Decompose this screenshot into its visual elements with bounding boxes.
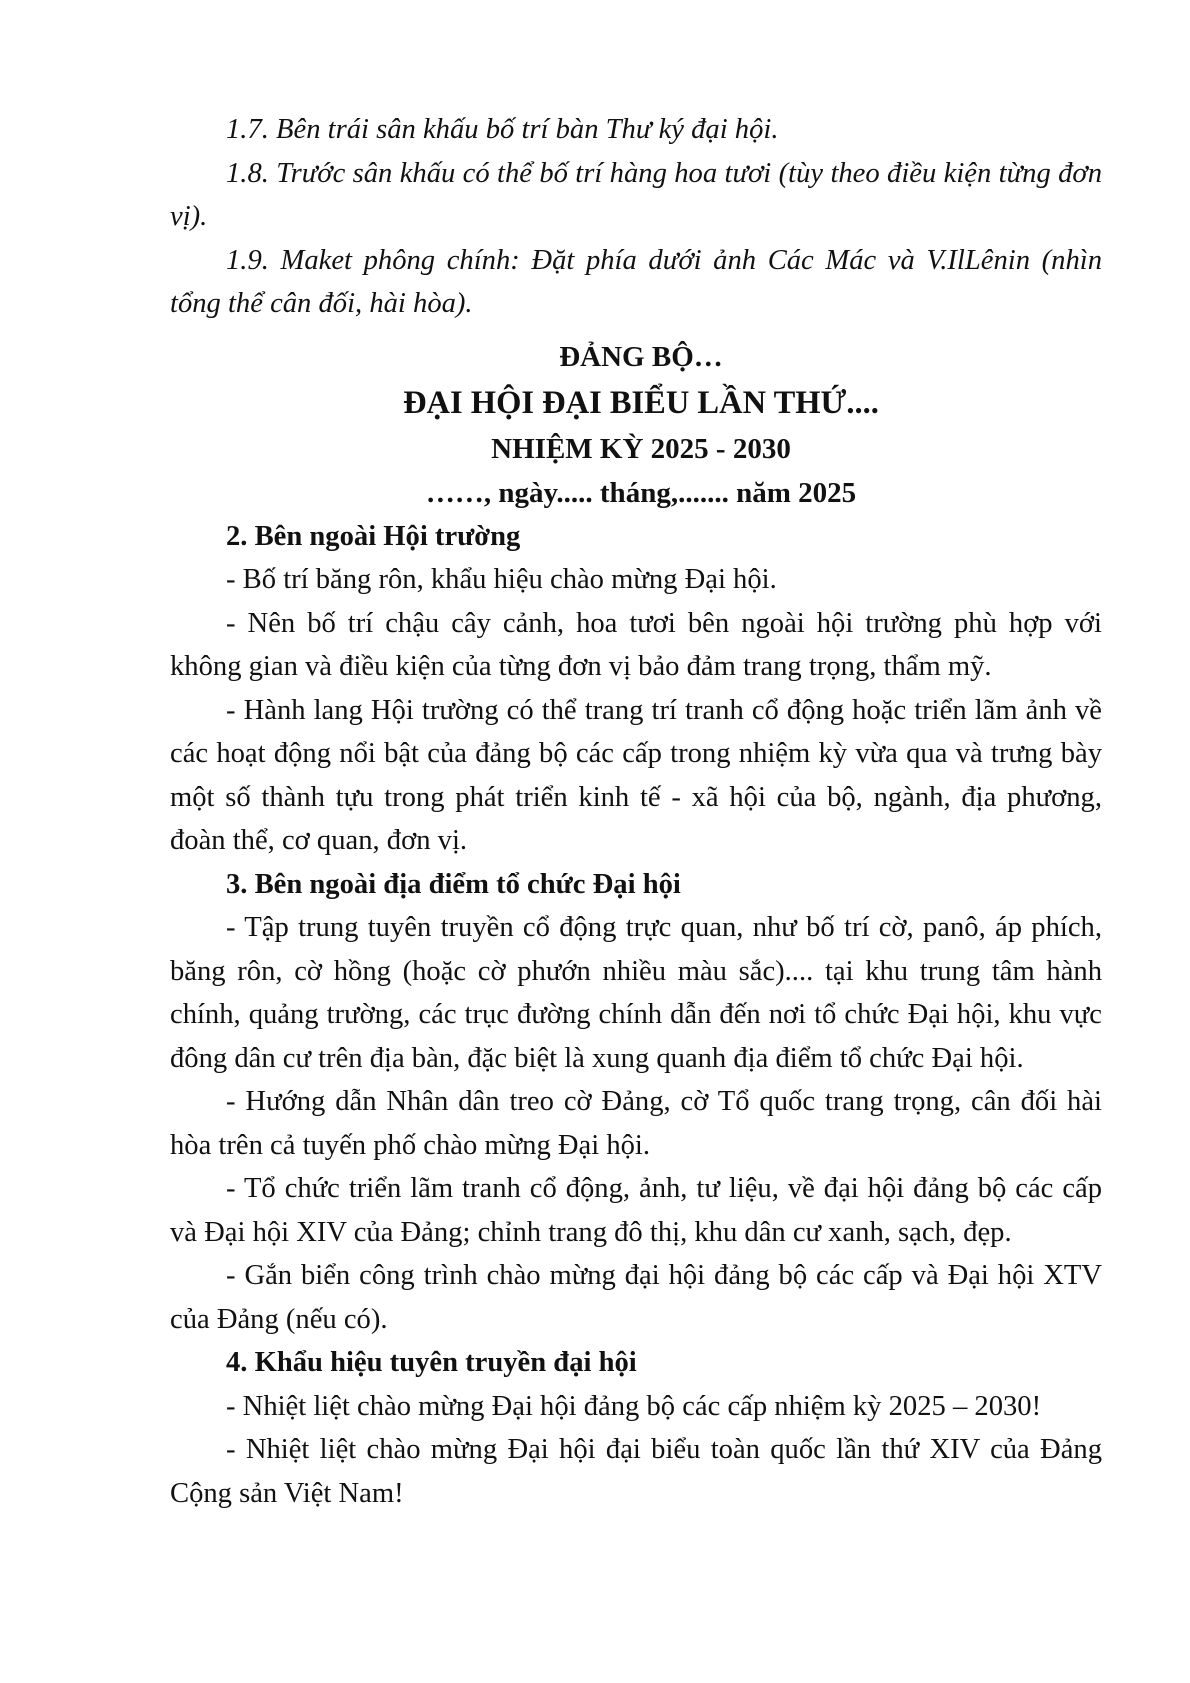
section-4-title: 4. Khẩu hiệu tuyên truyền đại hội xyxy=(226,1347,637,1378)
document-page xyxy=(170,108,1102,1515)
intro-item-1-9: 1.9. Maket phông chính: Đặt phía dưới ảnh Các Mác và V.IlLênin (nhìn tổng thể cân đối, hài hòa). xyxy=(170,244,1102,319)
section-2-title: 2. Bên ngoài Hội trường xyxy=(226,520,521,552)
section-2-item: - Hành lang Hội trường có thể trang trí tranh cổ động hoặc triển lãm ảnh về các hoạt động nổi bật của đảng bộ các cấp trong nhiệm kỳ vừa qua và trưng bày một số thành tựu trong phát triển kinh tế - xã hội của bộ, ngành, địa phương, đoàn thể, cơ quan, đơn vị. xyxy=(170,694,1102,856)
section-4-item: - Nhiệt liệt chào mừng Đại hội đảng bộ các cấp nhiệm kỳ 2025 – 2030! xyxy=(226,1390,1042,1422)
section-2-item: - Nên bố trí chậu cây cảnh, hoa tươi bên ngoài hội trường phù hợp với không gian và điều kiện của từng đơn vị bảo đảm trang trọng, thẩm mỹ. xyxy=(170,607,1102,682)
intro-item-1-8: 1.8. Trước sân khấu có thể bố trí hàng hoa tươi (tùy theo điều kiện từng đơn vị). xyxy=(170,157,1102,232)
intro-item-1-7: 1.7. Bên trái sân khấu bố trí bàn Thư ký đại hội. xyxy=(226,114,779,145)
banner-party-committee: ĐẢNG BỘ… xyxy=(559,340,723,373)
section-2 xyxy=(170,515,1102,863)
banner-term: NHIỆM KỲ 2025 - 2030 xyxy=(491,432,791,465)
section-3-title: 3. Bên ngoài địa điểm tổ chức Đại hội xyxy=(226,868,681,900)
section-3-item: - Tập trung tuyên truyền cổ động trực quan, như bố trí cờ, panô, áp phích, băng rôn, cờ hồng (hoặc cờ phướn nhiều màu sắc).... tại khu trung tâm hành chính, quảng trường, các trục đường chính dẫn đến nơi tổ chức Đại hội, khu vực đông dân cư trên địa bàn, đặc biệt là xung quanh địa điểm tổ chức Đại hội. xyxy=(170,912,1102,1074)
banner-heading xyxy=(180,335,1102,515)
section-4 xyxy=(170,1341,1102,1515)
section-3-item: - Hướng dẫn Nhân dân treo cờ Đảng, cờ Tổ quốc trang trọng, cân đối hài hòa trên cả tuyến phố chào mừng Đại hội. xyxy=(170,1086,1102,1161)
section-3-item: - Tổ chức triển lãm tranh cổ động, ảnh, tư liệu, về đại hội đảng bộ các cấp và Đại hội XIV của Đảng; chỉnh trang đô thị, khu dân cư xanh, sạch, đẹp. xyxy=(170,1173,1102,1248)
intro-items xyxy=(170,108,1102,326)
section-3-item: - Gắn biển công trình chào mừng đại hội đảng bộ các cấp và Đại hội XTV của Đảng (nếu có). xyxy=(170,1260,1102,1335)
banner-date: ……, ngày..... tháng,....... năm 2025 xyxy=(425,476,857,509)
section-2-item: - Bố trí băng rôn, khẩu hiệu chào mừng Đại hội. xyxy=(226,564,777,595)
banner-congress-title: ĐẠI HỘI ĐẠI BIỂU LẦN THỨ.... xyxy=(403,384,879,421)
section-4-item: - Nhiệt liệt chào mừng Đại hội đại biểu toàn quốc lần thứ XIV của Đảng Cộng sản Việt Nam! xyxy=(170,1434,1102,1509)
section-3 xyxy=(170,863,1102,1342)
